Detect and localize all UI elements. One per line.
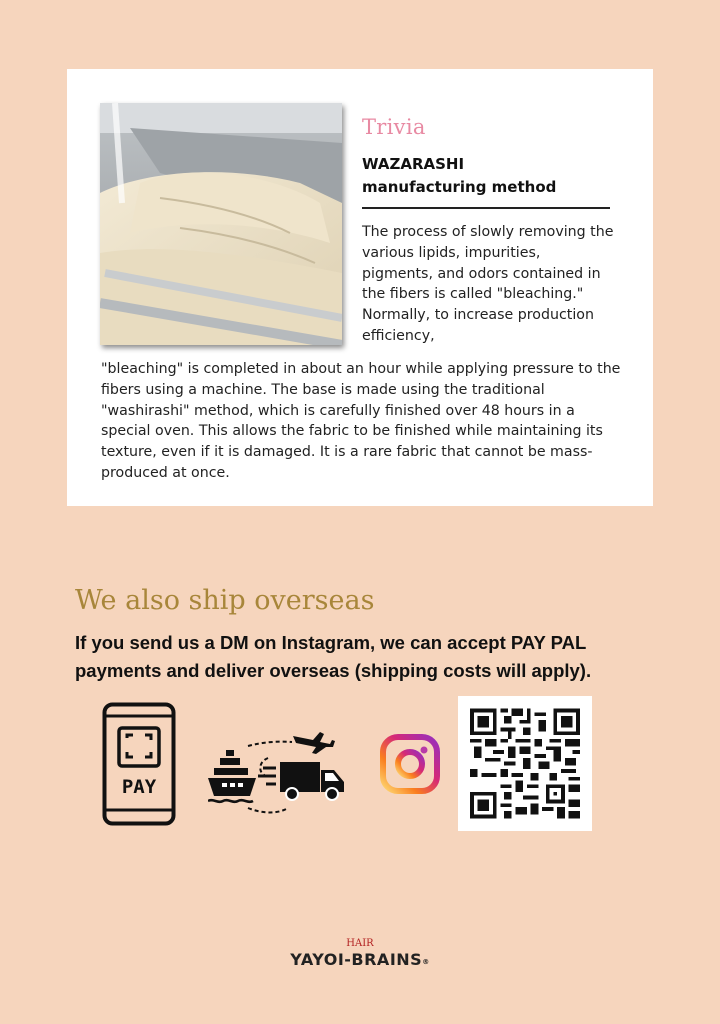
shipping-description: If you send us a DM on Instagram, we can accept PAY PAL payments and deliver overseas (shipping costs will apply).: [75, 632, 592, 681]
qr-code-icon[interactable]: [458, 696, 592, 831]
registered-mark: ®: [422, 958, 430, 966]
fabric-photo: [100, 103, 342, 345]
card-paragraph-1: The process of slowly removing the various lipids, impurities, pigments, and odors contained in the fibers is called "bleaching." Normally, to increase production efficiency,: [362, 224, 614, 344]
card-title-line1: WAZARASHI: [362, 155, 465, 173]
brand-hair-label: HAIR: [346, 938, 374, 949]
shipping-heading: We also ship overseas: [75, 585, 375, 616]
card-title-line2: manufacturing method: [362, 178, 557, 196]
pay-label: PAY: [121, 776, 157, 798]
title-divider: [362, 207, 610, 209]
card-title: [362, 153, 612, 199]
brand-logo: [260, 938, 460, 973]
ship-plane-truck-icon: [208, 728, 348, 825]
card-paragraph-2: "bleaching" is completed in about an hour while applying pressure to the fibers using a machine. The base is made using the traditional "washirashi" method, which is carefully finished over 48 hours in a special oven. This allows the fabric to be finished while maintaining its texture, even if it is damaged. It is a rare fabric that cannot be mass-produced at once.: [101, 361, 621, 481]
phone-pay-icon: [102, 702, 176, 831]
trivia-card: [67, 69, 653, 506]
instagram-icon[interactable]: [378, 732, 442, 801]
trivia-label: Trivia: [362, 115, 426, 139]
brand-name: [260, 950, 460, 973]
brand-name-text: YAYOI-BRAINS: [290, 950, 423, 969]
